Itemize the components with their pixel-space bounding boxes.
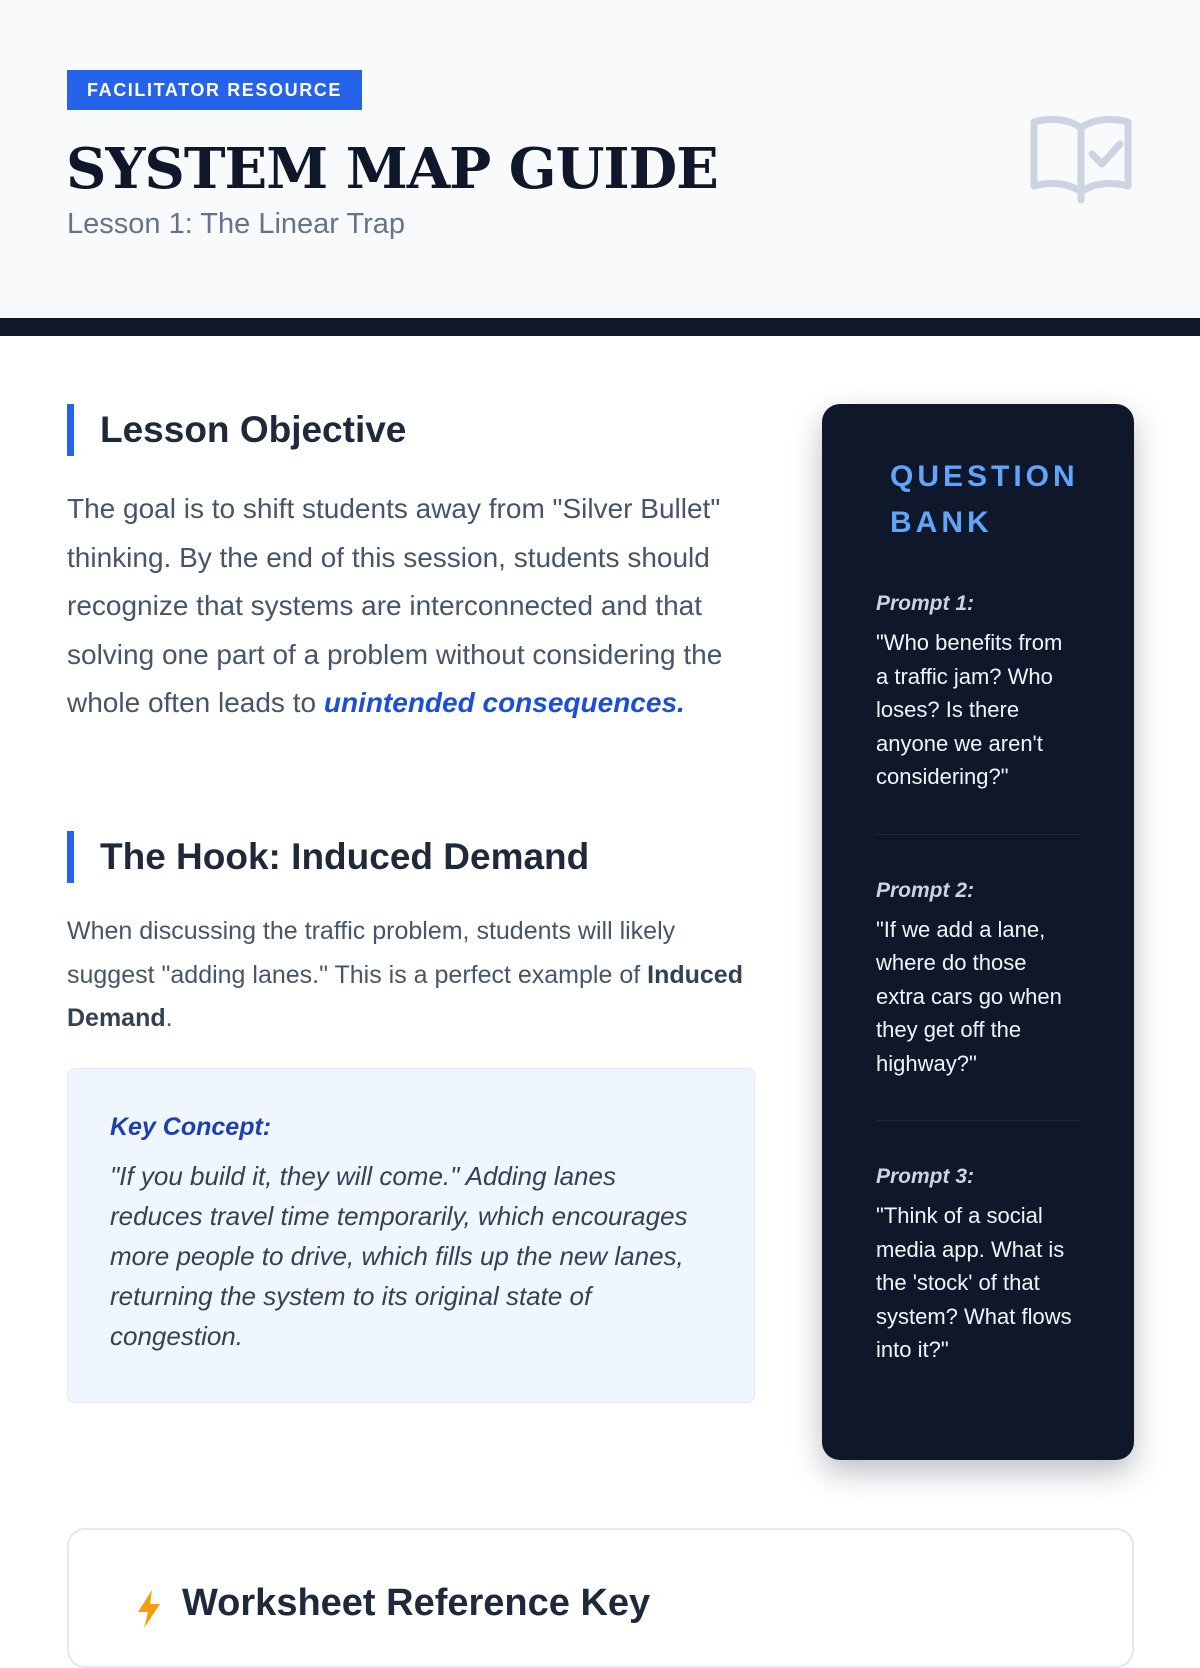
book-check-icon xyxy=(1028,110,1134,206)
header xyxy=(0,0,1200,318)
hook-suffix: . xyxy=(165,1004,173,1032)
objective-emphasis: unintended consequences. xyxy=(323,687,685,718)
objective-body: The goal is to shift students away from "Silver Bullet" thinking. By the end of this session, students should recognize that systems are interconnected and that solving one part of a problem without considering the whole often leads to xyxy=(67,493,723,718)
worksheet-reference-card xyxy=(67,1528,1134,1668)
key-concept-label: Key Concept: xyxy=(110,1113,272,1141)
objective-heading: Lesson Objective xyxy=(67,404,406,456)
page-title: SYSTEM MAP GUIDE xyxy=(66,136,718,202)
header-divider xyxy=(0,318,1200,336)
prompt-label: Prompt 1: xyxy=(876,592,975,615)
prompt-text: "Think of a social media app. What is the 'stock' of that system? What flows into it?" xyxy=(876,1203,1072,1362)
prompt-item xyxy=(876,834,1080,1121)
prompt-item xyxy=(876,592,1080,834)
prompt-label: Prompt 2: xyxy=(876,878,975,902)
prompt-text: "If we add a lane, where do those extra cars go when they get off the highway?" xyxy=(876,916,1062,1076)
hook-body: When discussing the traffic problem, students will likely suggest "adding lanes." This is a perfect example of xyxy=(67,917,676,989)
question-bank xyxy=(822,404,1134,1460)
prompt-text: "Who benefits from a traffic jam? Who loses? Is there anyone we aren't considering?" xyxy=(876,630,1063,789)
prompt-item xyxy=(876,1120,1080,1407)
prompt-label: Prompt 3: xyxy=(876,1165,975,1188)
lightning-bolt-icon xyxy=(136,1590,162,1628)
key-concept-box xyxy=(67,1068,755,1403)
hook-text xyxy=(67,910,747,1041)
objective-text xyxy=(67,485,747,728)
hook-heading: The Hook: Induced Demand xyxy=(67,831,589,883)
resource-badge: FACILITATOR RESOURCE xyxy=(67,70,362,110)
worksheet-reference-heading: Worksheet Reference Key xyxy=(182,1582,651,1624)
hook-term: Induced Demand xyxy=(67,960,743,1032)
page-subtitle: Lesson 1: The Linear Trap xyxy=(67,208,406,240)
question-bank-title: QUESTION BANK xyxy=(890,460,1079,539)
key-concept-text: "If you build it, they will come." Adding lanes reduces travel time temporarily, which encourages more people to drive, which fills up the new lanes, returning the system to its original state of congestion. xyxy=(110,1161,688,1351)
